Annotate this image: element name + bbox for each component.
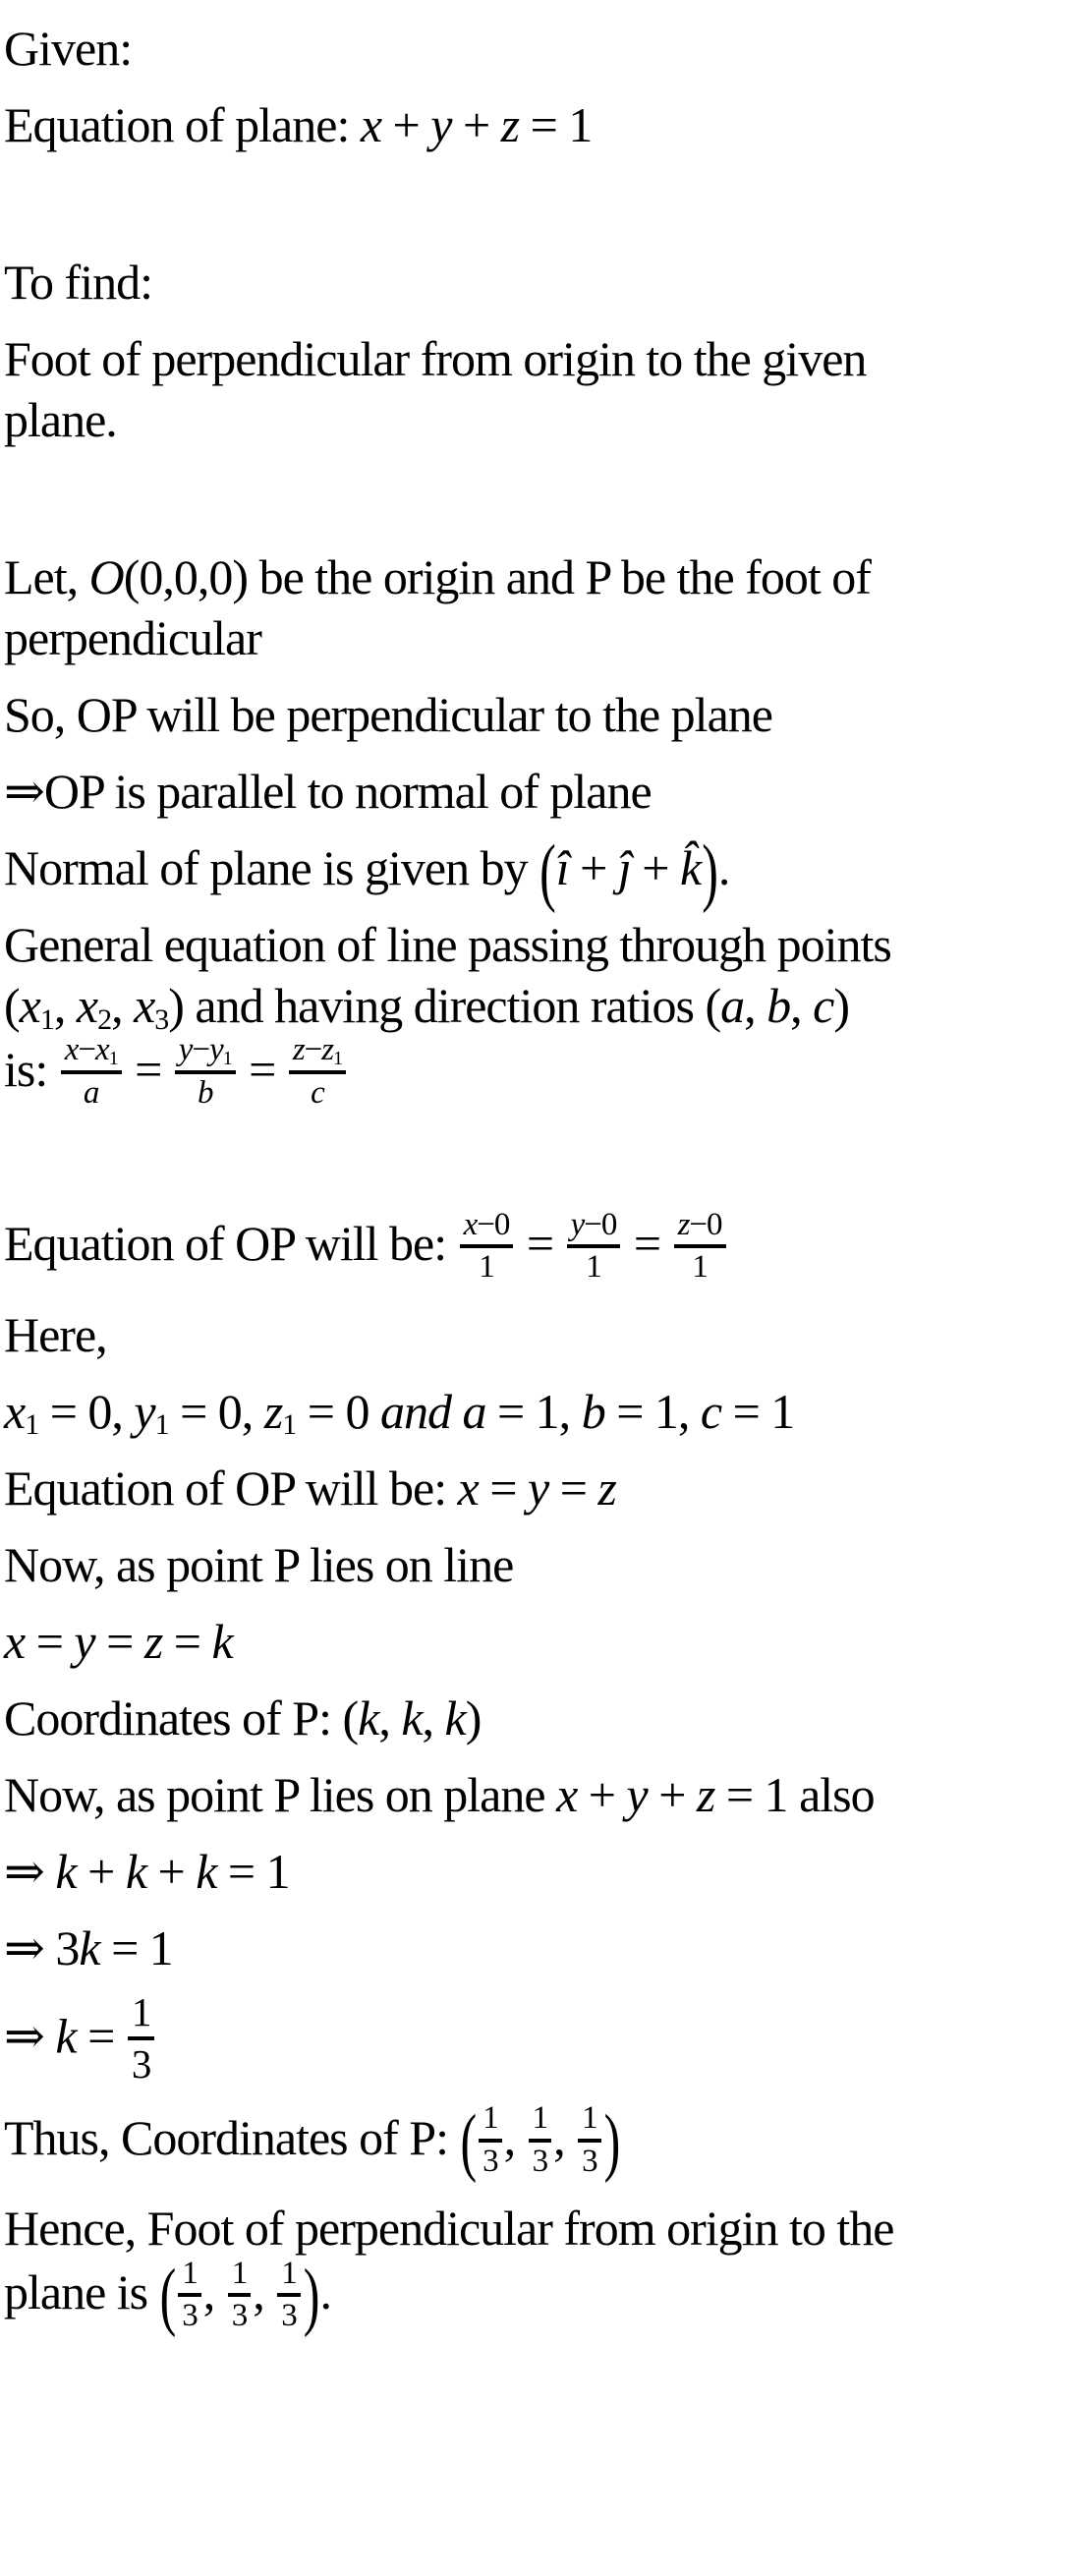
text-run: Normal of plane is given by [4, 840, 539, 895]
text-run: Now, as point P lies on plane [4, 1766, 557, 1822]
math-expression: = [515, 1216, 565, 1272]
math-expression: $x_1 = 0$, $y_1 = 0$, $z_1 = 0$ and a = 1, b = 1, c = 1 [4, 1383, 795, 1442]
fraction [287, 1033, 348, 1111]
big-parenthesis: ) [603, 2097, 620, 2184]
let-origin-2 [4, 607, 1070, 668]
math-expression: = [622, 1216, 672, 1272]
big-parenthesis: ( [460, 2097, 477, 2184]
text-run: Let, [4, 549, 89, 604]
text-run: Given: [4, 21, 133, 76]
fraction-denominator: 1 [692, 1249, 708, 1286]
text-run: is: [4, 1042, 59, 1098]
text-run: Coordinates of P: [4, 1689, 343, 1746]
text-run: Foot of perpendicular from origin to the given [4, 331, 867, 386]
to-find-label [4, 252, 1070, 313]
text-run: also [787, 1766, 875, 1822]
text-run: . [319, 2264, 331, 2320]
math-expression: , [503, 2110, 527, 2166]
text-run: plane. [4, 392, 117, 447]
fraction-numerator: 1 [228, 2257, 252, 2298]
fraction-denominator: 3 [231, 2298, 248, 2334]
text-run: Equation of plane: [4, 97, 361, 152]
here-label [4, 1304, 1070, 1365]
fraction [565, 1208, 623, 1286]
p-lies-on-plane [4, 1764, 1070, 1825]
math-expression: x = y = z [457, 1460, 616, 1516]
text-run: So, OP will be perpendicular to the plane [4, 687, 772, 742]
math-expression: (a, b, c) [705, 978, 850, 1033]
hence-conclusion-2 [4, 2252, 1070, 2338]
text-run: Now, as point P lies on line [4, 1536, 514, 1592]
p-lies-on-line [4, 1534, 1070, 1595]
substituted-values [4, 1381, 1070, 1442]
math-expression: ⇒ k + k + k = 1 [4, 1843, 290, 1899]
math-expression: O(0,0,0) [88, 549, 249, 604]
fraction-numerator: $y-y_1$ [175, 1033, 236, 1074]
fraction [527, 2101, 554, 2179]
text-run: General equation of line passing through points [4, 917, 891, 972]
xyz-equals-k [4, 1611, 1070, 1672]
math-expression: ⇒ 3k = 1 [4, 1919, 173, 1975]
text-run: plane is [4, 2264, 159, 2320]
thus-coordinates [4, 2097, 1070, 2184]
given-label [4, 18, 1070, 79]
text-run: Equation of OP will be: [4, 1460, 458, 1516]
fraction-numerator: $x-x_1$ [61, 1033, 122, 1074]
math-expression: î + ĵ + k̂ [555, 840, 702, 895]
fraction-numerator: z−0 [674, 1208, 726, 1249]
to-find-text-2 [4, 389, 1070, 450]
to-find-text-1 [4, 328, 1070, 389]
general-equation-fractions [4, 1032, 1070, 1114]
math-expression: ($x_1$, $x_2$, $x_3$) [4, 978, 184, 1036]
text-run: Here, [4, 1306, 107, 1362]
op-parallel-normal-statement [4, 761, 1070, 822]
math-expression: = [237, 1042, 287, 1098]
op-equation-fractions [4, 1206, 1070, 1288]
fraction-numerator: 1 [277, 2257, 301, 2298]
math-expression: (k, k, k) [342, 1689, 482, 1746]
fraction [458, 1208, 516, 1286]
fraction-numerator: 1 [479, 2101, 502, 2143]
text-run: Thus, Coordinates of P: [4, 2110, 460, 2166]
fraction-denominator: c [311, 1075, 324, 1111]
three-k-equation [4, 1918, 1070, 1978]
fraction-numerator: 1 [178, 2257, 201, 2298]
math-expression: x = y = z = k [4, 1613, 233, 1669]
fraction [176, 2257, 203, 2334]
general-equation-text-2 [4, 975, 1070, 1036]
math-expression: x + y + z = 1 [360, 97, 593, 152]
text-run: and having direction ratios [183, 978, 706, 1033]
text-run: be the origin and P be the foot of [248, 549, 871, 604]
big-parenthesis: ) [702, 828, 717, 913]
math-expression: ⇒ k = [4, 2008, 126, 2064]
k-value-equation [4, 1989, 1070, 2089]
fraction [173, 1033, 238, 1111]
fraction-denominator: 3 [131, 2040, 151, 2087]
k-sum-equation [4, 1841, 1070, 1902]
normal-of-plane-statement [4, 828, 1070, 913]
hence-conclusion-1 [4, 2198, 1070, 2259]
math-expression: , [253, 2264, 276, 2320]
let-origin-1 [4, 546, 1070, 607]
big-parenthesis: ( [539, 828, 555, 913]
big-parenthesis: ( [159, 2252, 176, 2338]
fraction-denominator: 3 [482, 2144, 498, 2180]
fraction-numerator: 1 [128, 1990, 155, 2039]
fraction-numerator: x−0 [460, 1208, 514, 1249]
fraction [477, 2101, 504, 2179]
fraction-numerator: 1 [578, 2101, 601, 2143]
coordinates-of-p-k [4, 1688, 1070, 1748]
fraction-denominator: 3 [532, 2144, 548, 2180]
text-run: ⇒OP is parallel to normal of plane [4, 764, 652, 819]
text-run: To find: [4, 255, 152, 310]
fraction [275, 2257, 303, 2334]
math-expression: , [553, 2110, 577, 2166]
fraction-numerator: $z-z_1$ [289, 1033, 346, 1074]
math-expression: = [123, 1042, 173, 1098]
fraction-denominator: a [83, 1075, 99, 1111]
fraction-numerator: 1 [529, 2101, 552, 2143]
text-run: . [717, 840, 730, 895]
text-run: Hence, Foot of perpendicular from origin to the [4, 2201, 894, 2257]
plane-equation [4, 94, 1070, 155]
fraction-numerator: y−0 [567, 1208, 621, 1249]
big-parenthesis: ) [303, 2252, 319, 2338]
fraction-denominator: 1 [586, 1249, 601, 1286]
op-perpendicular-statement [4, 684, 1070, 745]
text-run: Equation of OP will be: [4, 1216, 458, 1272]
fraction-denominator: b [197, 1075, 213, 1111]
op-equation-simple [4, 1458, 1070, 1518]
fraction-denominator: 1 [479, 1249, 494, 1286]
fraction-denominator: 3 [582, 2144, 597, 2180]
fraction [672, 1208, 728, 1286]
fraction [576, 2101, 603, 2179]
text-run: perpendicular [4, 610, 261, 665]
fraction-denominator: 3 [182, 2298, 198, 2334]
fraction [126, 1990, 157, 2086]
fraction-denominator: 3 [281, 2298, 297, 2334]
math-expression: , [202, 2264, 226, 2320]
fraction [226, 2257, 254, 2334]
math-expression: x + y + z = 1 [556, 1766, 788, 1822]
fraction [59, 1033, 124, 1111]
general-equation-text-1 [4, 914, 1070, 975]
